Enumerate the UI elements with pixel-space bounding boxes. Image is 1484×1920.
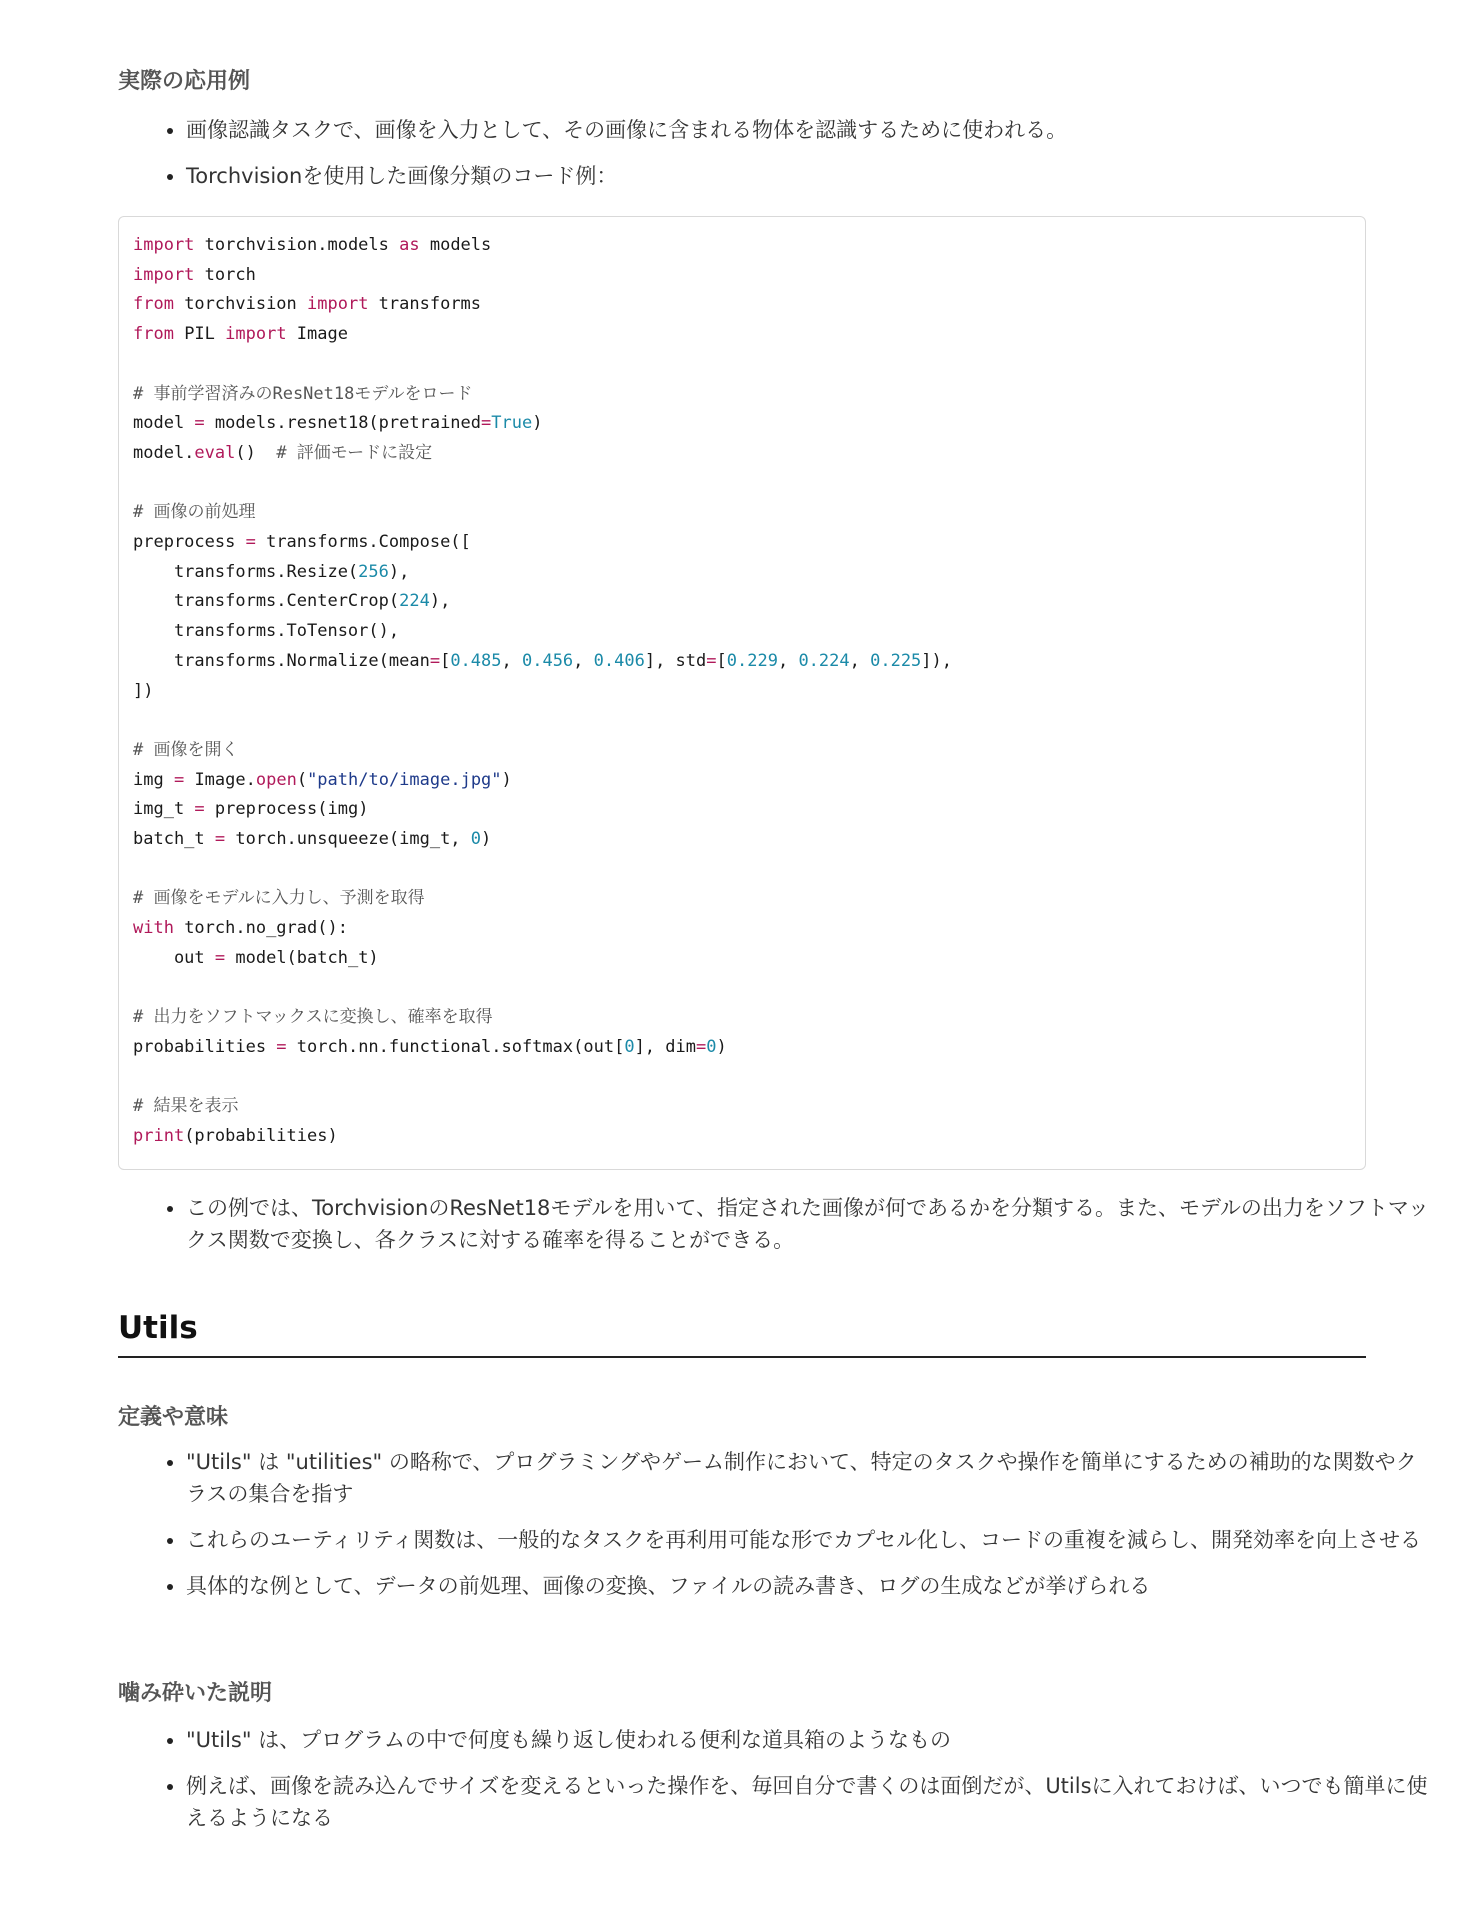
code-token: import — [133, 235, 195, 255]
code-token: ], std — [644, 650, 707, 671]
code-token: , — [573, 650, 594, 671]
code-line — [133, 532, 471, 552]
code-token: [ — [716, 650, 727, 671]
code-token: = — [214, 947, 226, 968]
section-heading-definition: 定義や意味 — [118, 1405, 229, 1430]
code-token: ]), — [921, 650, 953, 671]
code-token: from — [133, 294, 174, 315]
code-token: models.resnet18(pretrained — [204, 413, 482, 434]
code-token: preprocess — [133, 532, 246, 553]
code-line — [133, 562, 409, 582]
list-item: • "Utils" は、プログラムの中で何度も繰り返し使われる便利な道具箱のようなもの — [186, 1724, 1434, 1756]
applications-bullet-list — [118, 114, 1434, 192]
code-token: # 評価モードに設定 — [276, 442, 433, 463]
code-token: models — [419, 235, 492, 255]
code-token: transforms.Normalize(mean — [133, 650, 430, 671]
code-token: 256 — [358, 561, 389, 582]
code-line — [133, 443, 432, 463]
code-token: = — [214, 829, 226, 850]
definition-bullet-list — [118, 1446, 1434, 1602]
code-token: batch_t — [133, 829, 215, 850]
list-item: • これらのユーティリティ関数は、一般的なタスクを再利用可能な形でカプセル化し、コードの重複を減らし、開発効率を向上させる — [186, 1524, 1434, 1556]
code-token: ( — [296, 769, 308, 790]
code-token: , — [501, 650, 522, 671]
code-token: # 事前学習済みのResNet18モデルをロード — [133, 383, 473, 404]
code-token: True — [491, 413, 533, 434]
code-token: img_t — [133, 799, 195, 820]
code-token: ) — [532, 413, 543, 434]
code-line — [133, 621, 399, 641]
code-line — [133, 235, 491, 255]
code-token: 0.224 — [798, 650, 850, 671]
code-token: model(batch_t) — [225, 947, 379, 968]
code-token: preprocess(img) — [204, 799, 369, 820]
code-token: = — [481, 413, 492, 434]
code-block — [118, 216, 1366, 1170]
code-line — [133, 1037, 727, 1057]
code-token: ], dim — [634, 1036, 696, 1057]
code-line — [133, 799, 368, 819]
code-token: 224 — [399, 591, 430, 612]
code-token: 0 — [706, 1036, 717, 1057]
code-token: probabilities — [133, 1036, 277, 1057]
code-line — [133, 591, 450, 611]
code-token: # 結果を表示 — [133, 1096, 239, 1117]
code-token: 0.229 — [726, 650, 778, 671]
code-token: 0.485 — [450, 650, 502, 671]
code-line — [133, 324, 348, 344]
code-token: import — [225, 324, 287, 345]
code-token: img — [133, 769, 174, 790]
code-line — [133, 829, 491, 849]
code-token: 0 — [624, 1036, 635, 1057]
code-line — [133, 1007, 493, 1027]
list-item: • この例では、TorchvisionのResNet18モデルを用いて、指定された画像が何であるかを分類する。また、モデルの出力をソフトマックス関数で変換し、各クラスに対する確率を得ることができる。 — [186, 1192, 1434, 1256]
code-token: print — [133, 1126, 185, 1147]
code-token: torchvision — [173, 294, 308, 315]
code-line — [133, 918, 348, 938]
code-explanation-list — [118, 1192, 1434, 1256]
code-token: transforms.ToTensor(), — [133, 621, 400, 642]
code-token: = — [276, 1036, 287, 1057]
code-token: transforms.Resize( — [133, 561, 359, 582]
code-token: Image — [286, 324, 348, 345]
list-item: • 例えば、画像を読み込んでサイズを変えるといった操作を、毎回自分で書くのは面倒だが、Utilsに入れておけば、いつでも簡単に使えるようになる — [186, 1770, 1434, 1834]
code-token: transforms.CenterCrop( — [133, 591, 400, 612]
code-token: torch.no_grad(): — [173, 918, 348, 939]
code-line — [133, 740, 238, 760]
list-item: • "Utils" は "utilities" の略称で、プログラミングやゲーム制作において、特定のタスクや操作を簡単にするための補助的な関数やクラスの集合を指す — [186, 1446, 1434, 1510]
code-token: # 画像をモデルに入力し、予測を取得 — [133, 888, 425, 909]
code-token: 0 — [470, 829, 482, 850]
code-content — [133, 231, 1351, 1152]
code-line — [133, 294, 481, 314]
code-token: (probabilities) — [184, 1126, 338, 1147]
code-token: torch.unsqueeze(img_t, — [225, 829, 471, 850]
code-token: ) — [481, 829, 492, 850]
code-token: from — [133, 324, 174, 345]
code-token: = — [194, 413, 205, 434]
code-token: ), — [429, 591, 451, 612]
code-token: model. — [133, 442, 195, 463]
code-line — [133, 888, 425, 908]
code-token: import — [133, 264, 195, 285]
code-line — [133, 413, 542, 433]
code-token: , — [777, 650, 799, 671]
code-line — [133, 1096, 238, 1116]
code-token: = — [706, 650, 717, 671]
code-token: = — [245, 532, 256, 553]
code-token: = — [173, 769, 185, 790]
code-line — [133, 681, 153, 701]
list-item: • 画像認識タスクで、画像を入力として、その画像に含まれる物体を認識するために使われる。 — [186, 114, 1434, 146]
code-token: ), — [388, 561, 410, 582]
code-line — [133, 265, 256, 285]
code-token: ]) — [133, 680, 154, 701]
code-token: 0.225 — [870, 650, 922, 671]
code-token: , — [849, 650, 871, 671]
simple-explanation-bullet-list — [118, 1724, 1434, 1834]
code-token: Image. — [184, 769, 256, 790]
code-line — [133, 770, 512, 790]
code-token: = — [695, 1036, 707, 1057]
list-item: • Torchvisionを使用した画像分類のコード例： — [186, 160, 1434, 192]
code-line — [133, 948, 379, 968]
code-token: "path/to/image.jpg" — [307, 769, 502, 790]
code-token: [ — [440, 650, 451, 671]
code-token: () — [235, 442, 277, 463]
code-token: out — [133, 947, 215, 968]
code-token: model — [133, 413, 195, 434]
code-token: torch.nn.functional.softmax(out[ — [286, 1036, 625, 1057]
code-token: # 出力をソフトマックスに変換し、確率を取得 — [133, 1007, 493, 1028]
code-token: with — [133, 918, 174, 939]
code-token: # 画像を開く — [133, 739, 239, 760]
code-line — [133, 384, 473, 404]
section-title-utils: Utils — [118, 1310, 1366, 1358]
code-token: eval — [194, 442, 236, 463]
code-line — [133, 502, 255, 522]
code-token: torch — [194, 264, 256, 285]
list-item: • 具体的な例として、データの前処理、画像の変換、ファイルの読み書き、ログの生成などが挙げられる — [186, 1570, 1434, 1602]
code-token: torchvision.models — [194, 235, 400, 255]
code-token: 0.456 — [521, 650, 574, 671]
code-token: 0.406 — [593, 650, 645, 671]
code-token: = — [194, 799, 205, 820]
code-token: PIL — [173, 324, 226, 345]
code-token: ) — [716, 1036, 727, 1057]
code-token: # 画像の前処理 — [133, 502, 256, 523]
section-heading-simple-explanation: 噛み砕いた説明 — [118, 1681, 273, 1706]
code-token: as — [399, 235, 420, 255]
code-token: import — [307, 294, 369, 315]
code-token: open — [255, 769, 297, 790]
code-token: ) — [501, 769, 512, 790]
code-token: = — [429, 650, 441, 671]
code-token: transforms — [368, 294, 482, 315]
code-token: transforms.Compose([ — [255, 532, 471, 553]
code-line — [133, 1126, 338, 1146]
code-line — [133, 651, 952, 671]
section-heading-applications: 実際の応用例 — [118, 69, 251, 94]
